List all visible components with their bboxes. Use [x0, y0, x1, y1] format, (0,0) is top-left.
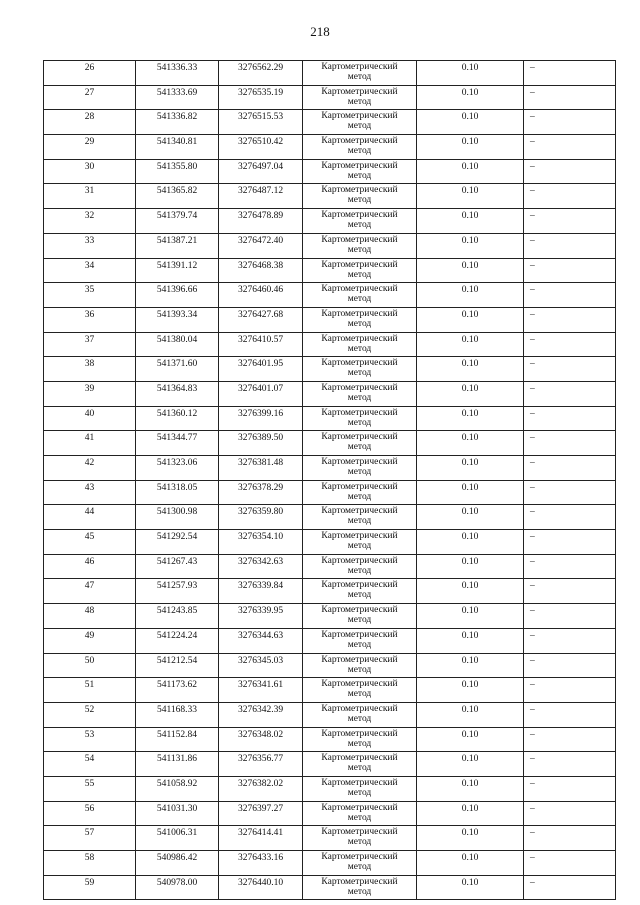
point-number-cell: 46 [44, 554, 136, 579]
method-cell [303, 258, 417, 283]
table-row [44, 233, 616, 258]
x-coordinate-cell: 541371.60 [136, 357, 219, 382]
method-text: Картометрический метод [321, 457, 398, 477]
accuracy-cell: 0.10 [417, 875, 524, 900]
method-text: Картометрический метод [321, 284, 398, 305]
method-cell [303, 776, 417, 801]
table-row [44, 530, 616, 555]
point-number-cell: 45 [44, 530, 136, 555]
y-coordinate-cell: 3276460.46 [219, 283, 303, 308]
y-coordinate-cell: 3276359.80 [219, 505, 303, 530]
table-row [44, 135, 616, 160]
y-coordinate-cell: 3276339.95 [219, 604, 303, 629]
method-cell [303, 554, 417, 579]
x-coordinate-cell: 541365.82 [136, 184, 219, 209]
method-cell [303, 851, 417, 876]
method-cell [303, 826, 417, 851]
note-cell: – [524, 209, 616, 234]
table-row [44, 61, 616, 86]
note-cell: – [524, 875, 616, 900]
x-coordinate-cell: 541292.54 [136, 530, 219, 555]
point-number-cell: 59 [44, 875, 136, 900]
accuracy-cell: 0.10 [417, 184, 524, 209]
x-coordinate-cell: 541212.54 [136, 653, 219, 678]
table-row [44, 727, 616, 752]
method-text: Картометрический метод [321, 382, 398, 403]
accuracy-cell: 0.10 [417, 209, 524, 234]
method-cell [303, 604, 417, 629]
x-coordinate-cell: 541364.83 [136, 381, 219, 406]
x-coordinate-cell: 541243.85 [136, 604, 219, 629]
table-row [44, 110, 616, 135]
x-coordinate-cell: 541031.30 [136, 801, 219, 826]
note-cell: – [524, 332, 616, 357]
x-coordinate-cell: 541333.69 [136, 85, 219, 110]
table-row [44, 604, 616, 629]
x-coordinate-cell: 541168.33 [136, 702, 219, 727]
table-row [44, 357, 616, 382]
method-text: Картометрический метод [321, 234, 398, 255]
note-cell: – [524, 604, 616, 629]
method-text: Картометрический метод [321, 679, 398, 700]
x-coordinate-cell: 541393.34 [136, 307, 219, 332]
method-cell [303, 530, 417, 555]
accuracy-cell: 0.10 [417, 332, 524, 357]
table-row [44, 431, 616, 456]
method-cell [303, 431, 417, 456]
table-row [44, 184, 616, 209]
note-cell: – [524, 702, 616, 727]
point-number-cell: 29 [44, 135, 136, 160]
coordinates-table [43, 60, 616, 900]
accuracy-cell: 0.10 [417, 604, 524, 629]
point-number-cell: 43 [44, 480, 136, 505]
note-cell: – [524, 826, 616, 851]
accuracy-cell: 0.10 [417, 752, 524, 777]
table-row [44, 851, 616, 876]
point-number-cell: 27 [44, 85, 136, 110]
accuracy-cell: 0.10 [417, 480, 524, 505]
y-coordinate-cell: 3276472.40 [219, 233, 303, 258]
x-coordinate-cell: 541355.80 [136, 159, 219, 184]
accuracy-cell: 0.10 [417, 381, 524, 406]
accuracy-cell: 0.10 [417, 233, 524, 258]
x-coordinate-cell: 541006.31 [136, 826, 219, 851]
y-coordinate-cell: 3276342.39 [219, 702, 303, 727]
y-coordinate-cell: 3276399.16 [219, 406, 303, 431]
method-text: Картометрический метод [321, 506, 398, 527]
method-text: Картометрический метод [321, 481, 398, 502]
note-cell: – [524, 801, 616, 826]
x-coordinate-cell: 541380.04 [136, 332, 219, 357]
point-number-cell: 35 [44, 283, 136, 308]
x-coordinate-cell: 541257.93 [136, 579, 219, 604]
method-text: Картометрический метод [321, 160, 398, 181]
method-text: Картометрический метод [321, 753, 398, 774]
table-row [44, 332, 616, 357]
note-cell: – [524, 233, 616, 258]
method-text: Картометрический метод [321, 333, 398, 354]
note-cell: – [524, 579, 616, 604]
method-text: Картометрический метод [321, 432, 398, 453]
point-number-cell: 31 [44, 184, 136, 209]
point-number-cell: 47 [44, 579, 136, 604]
method-cell [303, 480, 417, 505]
x-coordinate-cell: 541152.84 [136, 727, 219, 752]
point-number-cell: 49 [44, 628, 136, 653]
table-row [44, 505, 616, 530]
method-cell [303, 456, 417, 481]
accuracy-cell: 0.10 [417, 851, 524, 876]
x-coordinate-cell: 541336.33 [136, 61, 219, 86]
table-row [44, 826, 616, 851]
y-coordinate-cell: 3276401.07 [219, 381, 303, 406]
y-coordinate-cell: 3276497.04 [219, 159, 303, 184]
y-coordinate-cell: 3276468.38 [219, 258, 303, 283]
accuracy-cell: 0.10 [417, 406, 524, 431]
method-cell [303, 233, 417, 258]
x-coordinate-cell: 541173.62 [136, 678, 219, 703]
point-number-cell: 53 [44, 727, 136, 752]
method-text: Картометрический метод [321, 703, 398, 724]
method-cell [303, 85, 417, 110]
method-cell [303, 283, 417, 308]
method-cell [303, 209, 417, 234]
y-coordinate-cell: 3276515.53 [219, 110, 303, 135]
method-text: Картометрический метод [321, 62, 398, 82]
x-coordinate-cell: 540986.42 [136, 851, 219, 876]
y-coordinate-cell: 3276344.63 [219, 628, 303, 653]
note-cell: – [524, 431, 616, 456]
note-cell: – [524, 159, 616, 184]
accuracy-cell: 0.10 [417, 357, 524, 382]
method-text: Картометрический метод [321, 802, 398, 823]
accuracy-cell: 0.10 [417, 307, 524, 332]
note-cell: – [524, 653, 616, 678]
method-cell [303, 752, 417, 777]
y-coordinate-cell: 3276382.02 [219, 776, 303, 801]
y-coordinate-cell: 3276342.63 [219, 554, 303, 579]
table-row [44, 209, 616, 234]
table-row [44, 801, 616, 826]
y-coordinate-cell: 3276341.61 [219, 678, 303, 703]
point-number-cell: 54 [44, 752, 136, 777]
method-cell [303, 579, 417, 604]
point-number-cell: 33 [44, 233, 136, 258]
note-cell: – [524, 381, 616, 406]
point-number-cell: 40 [44, 406, 136, 431]
y-coordinate-cell: 3276348.02 [219, 727, 303, 752]
point-number-cell: 44 [44, 505, 136, 530]
y-coordinate-cell: 3276535.19 [219, 85, 303, 110]
x-coordinate-cell: 541391.12 [136, 258, 219, 283]
note-cell: – [524, 505, 616, 530]
method-text: Картометрический метод [321, 308, 398, 329]
method-cell [303, 135, 417, 160]
table-row [44, 678, 616, 703]
y-coordinate-cell: 3276381.48 [219, 456, 303, 481]
y-coordinate-cell: 3276487.12 [219, 184, 303, 209]
table-row [44, 159, 616, 184]
accuracy-cell: 0.10 [417, 431, 524, 456]
note-cell: – [524, 752, 616, 777]
y-coordinate-cell: 3276389.50 [219, 431, 303, 456]
method-text: Картометрический метод [321, 629, 398, 650]
method-cell [303, 727, 417, 752]
y-coordinate-cell: 3276478.89 [219, 209, 303, 234]
point-number-cell: 52 [44, 702, 136, 727]
x-coordinate-cell: 541224.24 [136, 628, 219, 653]
y-coordinate-cell: 3276433.16 [219, 851, 303, 876]
x-coordinate-cell: 541396.66 [136, 283, 219, 308]
table-row [44, 579, 616, 604]
method-text: Картометрический метод [321, 605, 398, 626]
table-row [44, 283, 616, 308]
y-coordinate-cell: 3276410.57 [219, 332, 303, 357]
note-cell: – [524, 530, 616, 555]
accuracy-cell: 0.10 [417, 702, 524, 727]
note-cell: – [524, 727, 616, 752]
note-cell: – [524, 554, 616, 579]
method-cell [303, 628, 417, 653]
coordinates-table-body [44, 61, 616, 900]
point-number-cell: 26 [44, 61, 136, 86]
note-cell: – [524, 184, 616, 209]
note-cell: – [524, 85, 616, 110]
method-text: Картометрический метод [321, 852, 398, 872]
point-number-cell: 36 [44, 307, 136, 332]
x-coordinate-cell: 541318.05 [136, 480, 219, 505]
method-text: Картометрический метод [321, 136, 398, 157]
table-row [44, 702, 616, 727]
point-number-cell: 28 [44, 110, 136, 135]
note-cell: – [524, 776, 616, 801]
method-text: Картометрический метод [321, 728, 398, 749]
x-coordinate-cell: 541323.06 [136, 456, 219, 481]
method-text: Картометрический метод [321, 210, 398, 231]
x-coordinate-cell: 541360.12 [136, 406, 219, 431]
table-row [44, 381, 616, 406]
method-text: Картометрический метод [321, 531, 398, 552]
method-cell [303, 159, 417, 184]
method-text: Картометрический метод [321, 86, 398, 107]
y-coordinate-cell: 3276440.10 [219, 875, 303, 900]
method-text: Картометрический метод [321, 555, 398, 576]
table-row [44, 85, 616, 110]
x-coordinate-cell: 541267.43 [136, 554, 219, 579]
note-cell: – [524, 357, 616, 382]
accuracy-cell: 0.10 [417, 283, 524, 308]
page-number: 218 [310, 24, 330, 39]
method-text: Картометрический метод [321, 580, 398, 601]
method-text: Картометрический метод [321, 111, 398, 132]
y-coordinate-cell: 3276354.10 [219, 530, 303, 555]
accuracy-cell: 0.10 [417, 159, 524, 184]
method-cell [303, 406, 417, 431]
y-coordinate-cell: 3276397.27 [219, 801, 303, 826]
method-cell [303, 332, 417, 357]
x-coordinate-cell: 541336.82 [136, 110, 219, 135]
note-cell: – [524, 628, 616, 653]
accuracy-cell: 0.10 [417, 258, 524, 283]
point-number-cell: 30 [44, 159, 136, 184]
accuracy-cell: 0.10 [417, 554, 524, 579]
table-row [44, 480, 616, 505]
y-coordinate-cell: 3276414.41 [219, 826, 303, 851]
method-text: Картометрический метод [321, 654, 398, 675]
x-coordinate-cell: 541387.21 [136, 233, 219, 258]
method-text: Картометрический метод [321, 777, 398, 798]
point-number-cell: 48 [44, 604, 136, 629]
point-number-cell: 58 [44, 851, 136, 876]
accuracy-cell: 0.10 [417, 801, 524, 826]
method-cell [303, 653, 417, 678]
x-coordinate-cell: 541379.74 [136, 209, 219, 234]
note-cell: – [524, 61, 616, 86]
method-cell [303, 678, 417, 703]
method-text: Картометрический метод [321, 827, 398, 848]
y-coordinate-cell: 3276339.84 [219, 579, 303, 604]
point-number-cell: 37 [44, 332, 136, 357]
x-coordinate-cell: 541131.86 [136, 752, 219, 777]
y-coordinate-cell: 3276378.29 [219, 480, 303, 505]
accuracy-cell: 0.10 [417, 776, 524, 801]
point-number-cell: 32 [44, 209, 136, 234]
y-coordinate-cell: 3276356.77 [219, 752, 303, 777]
accuracy-cell: 0.10 [417, 727, 524, 752]
table-row [44, 258, 616, 283]
y-coordinate-cell: 3276510.42 [219, 135, 303, 160]
note-cell: – [524, 110, 616, 135]
method-cell [303, 381, 417, 406]
method-cell [303, 357, 417, 382]
method-text: Картометрический метод [321, 876, 398, 897]
note-cell: – [524, 135, 616, 160]
point-number-cell: 50 [44, 653, 136, 678]
x-coordinate-cell: 541300.98 [136, 505, 219, 530]
y-coordinate-cell: 3276345.03 [219, 653, 303, 678]
point-number-cell: 39 [44, 381, 136, 406]
point-number-cell: 42 [44, 456, 136, 481]
point-number-cell: 56 [44, 801, 136, 826]
point-number-cell: 55 [44, 776, 136, 801]
method-cell [303, 875, 417, 900]
accuracy-cell: 0.10 [417, 110, 524, 135]
table-row [44, 406, 616, 431]
accuracy-cell: 0.10 [417, 579, 524, 604]
method-cell [303, 110, 417, 135]
method-text: Картометрический метод [321, 259, 398, 280]
note-cell: – [524, 283, 616, 308]
x-coordinate-cell: 541340.81 [136, 135, 219, 160]
note-cell: – [524, 678, 616, 703]
table-row [44, 776, 616, 801]
point-number-cell: 41 [44, 431, 136, 456]
accuracy-cell: 0.10 [417, 628, 524, 653]
method-text: Картометрический метод [321, 407, 398, 428]
note-cell: – [524, 307, 616, 332]
y-coordinate-cell: 3276401.95 [219, 357, 303, 382]
accuracy-cell: 0.10 [417, 678, 524, 703]
method-cell [303, 505, 417, 530]
method-cell [303, 801, 417, 826]
table-row [44, 554, 616, 579]
accuracy-cell: 0.10 [417, 530, 524, 555]
x-coordinate-cell: 541344.77 [136, 431, 219, 456]
method-cell [303, 307, 417, 332]
point-number-cell: 57 [44, 826, 136, 851]
table-row [44, 628, 616, 653]
y-coordinate-cell: 3276427.68 [219, 307, 303, 332]
method-text: Картометрический метод [321, 358, 398, 379]
table-row [44, 875, 616, 900]
method-text: Картометрический метод [321, 185, 398, 206]
note-cell: – [524, 406, 616, 431]
method-cell [303, 702, 417, 727]
accuracy-cell: 0.10 [417, 456, 524, 481]
point-number-cell: 34 [44, 258, 136, 283]
accuracy-cell: 0.10 [417, 135, 524, 160]
note-cell: – [524, 851, 616, 876]
accuracy-cell: 0.10 [417, 653, 524, 678]
note-cell: – [524, 480, 616, 505]
method-cell [303, 184, 417, 209]
point-number-cell: 51 [44, 678, 136, 703]
table-row [44, 307, 616, 332]
point-number-cell: 38 [44, 357, 136, 382]
table-row [44, 456, 616, 481]
note-cell: – [524, 456, 616, 481]
accuracy-cell: 0.10 [417, 61, 524, 86]
table-row [44, 653, 616, 678]
note-cell: – [524, 258, 616, 283]
table-row [44, 752, 616, 777]
accuracy-cell: 0.10 [417, 826, 524, 851]
x-coordinate-cell: 540978.00 [136, 875, 219, 900]
y-coordinate-cell: 3276562.29 [219, 61, 303, 86]
method-cell [303, 61, 417, 86]
accuracy-cell: 0.10 [417, 505, 524, 530]
accuracy-cell: 0.10 [417, 85, 524, 110]
x-coordinate-cell: 541058.92 [136, 776, 219, 801]
